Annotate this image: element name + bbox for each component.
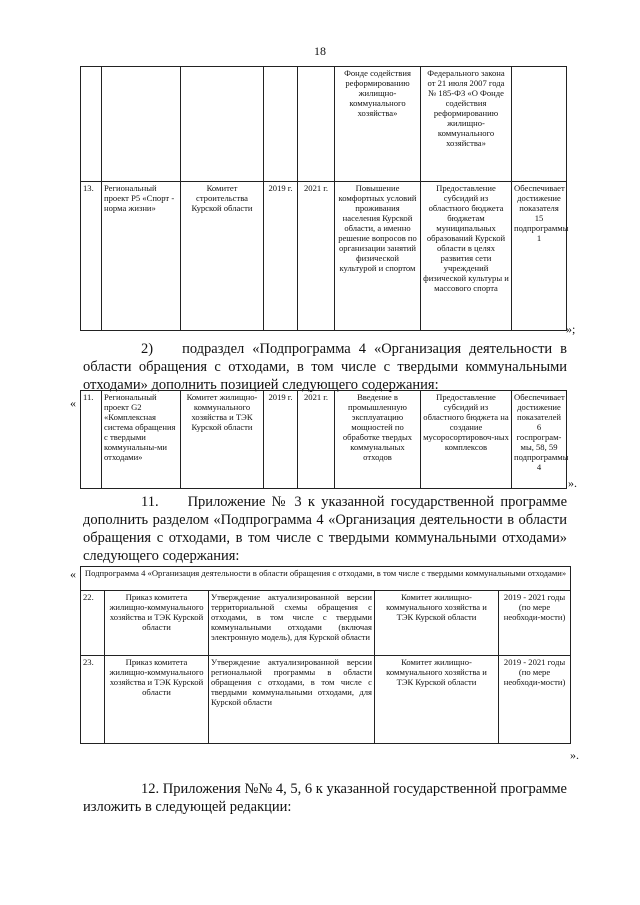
measures-table-addition	[80, 390, 567, 489]
paragraph-11: 11. Приложение № 3 к указанной государственной программе дополнить разделом «Подпрограмма 4 «Организация деятельности в области обращения с отходами, в том числе с твердыми коммунальными отходами» следующего содержания:	[83, 494, 567, 564]
table-cell: Приказ комитета жилищно-коммунального хозяйства и ТЭК Курской области	[105, 656, 209, 744]
table-cell: Обеспечивает достижение показателей 6 госпрограм-мы, 58, 59 подпрограммы 4	[512, 391, 567, 489]
table-row	[81, 656, 571, 744]
table-cell: 2019 г.	[264, 182, 298, 331]
table-row	[81, 67, 567, 182]
close-quote: ».	[568, 476, 577, 490]
table-cell: 2019 - 2021 годы (по мере необходи-мости)	[499, 656, 571, 744]
table-cell: Предоставление субсидий из областного бюджета бюджетам муниципальных образований Курской области в целях развития сети учреждений физической культуры и массового спорта	[421, 182, 512, 331]
table-cell: Утверждение актуализированной версии территориальной схемы обращения с отходами, в том числе с твердыми коммунальными отходами (включая электронную модель), для Курской области	[209, 591, 375, 656]
close-quote: »;	[566, 322, 576, 336]
table-cell: Введение в промышленную эксплуатацию мощностей по обработке твердых коммунальных отходов	[335, 391, 421, 489]
table-cell: Региональный проект G2 «Комплексная система обращения с твердыми коммунальны-ми отходами»	[102, 391, 181, 489]
table-cell: Приказ комитета жилищно-коммунального хозяйства и ТЭК Курской области	[105, 591, 209, 656]
table-cell: Комитет строительства Курской области	[181, 182, 264, 331]
table-cell: Комитет жилищно-коммунального хозяйства и ТЭК Курской области	[375, 591, 499, 656]
table-cell: Комитет жилищно-коммунального хозяйства и ТЭК Курской области	[375, 656, 499, 744]
table-cell: 2021 г.	[298, 182, 335, 331]
table-cell: 22.	[81, 591, 105, 656]
table-cell: 2019 г.	[264, 391, 298, 489]
table-cell: 11.	[81, 391, 102, 489]
table-cell: 2021 г.	[298, 391, 335, 489]
table-cell: Федерального закона от 21 июля 2007 года № 185-ФЗ «О Фонде содействия реформированию жилищно-коммунального хозяйства»	[421, 67, 512, 182]
paragraph-2: 2) подраздел «Подпрограмма 4 «Организация деятельности в области обращения с отходами, в том числе с твердыми коммунальными отходами» дополнить позицией следующего содержания:	[83, 341, 567, 393]
table-cell: Предоставление субсидий из областного бюджета на создание мусоросортировоч-ных комплексов	[421, 391, 512, 489]
table-cell: Комитет жилищно-коммунального хозяйства и ТЭК Курской области	[181, 391, 264, 489]
table-cell: Обеспечивает достижение показателя 15 подпрограммы 1	[512, 182, 567, 331]
open-quote: «	[70, 396, 76, 410]
page-number: 18	[314, 44, 326, 58]
table-cell: Утверждение актуализированной версии региональной программы в области обращения с отходами, в том числе с твердыми коммунальными отходами, для Курской области	[209, 656, 375, 744]
table-cell: 13.	[81, 182, 102, 331]
measures-table-continued	[80, 66, 567, 331]
paragraph-12: 12. Приложения №№ 4, 5, 6 к указанной государственной программе изложить в следующей редакции:	[83, 781, 567, 815]
table-header-row	[81, 567, 571, 591]
table-cell: 2019 - 2021 годы (по мере необходи-мости)	[499, 591, 571, 656]
close-quote: ».	[570, 748, 579, 762]
open-quote: «	[70, 567, 76, 581]
table-row	[81, 391, 567, 489]
table-cell: Региональный проект Р5 «Спорт - норма жизни»	[102, 182, 181, 331]
table-row	[81, 591, 571, 656]
table-cell: Повышение комфортных условий проживания населения Курской области, а именно решение вопросов по организации занятий физической культурой и спортом	[335, 182, 421, 331]
table-cell: 23.	[81, 656, 105, 744]
table-row	[81, 182, 567, 331]
table-cell: Фонде содействия реформированию жилищно-коммунального хозяйства»	[335, 67, 421, 182]
table-header: Подпрограмма 4 «Организация деятельности в области обращения с отходами, в том числе с твердыми коммунальными отходами»	[81, 567, 571, 591]
legal-acts-table	[80, 566, 571, 744]
